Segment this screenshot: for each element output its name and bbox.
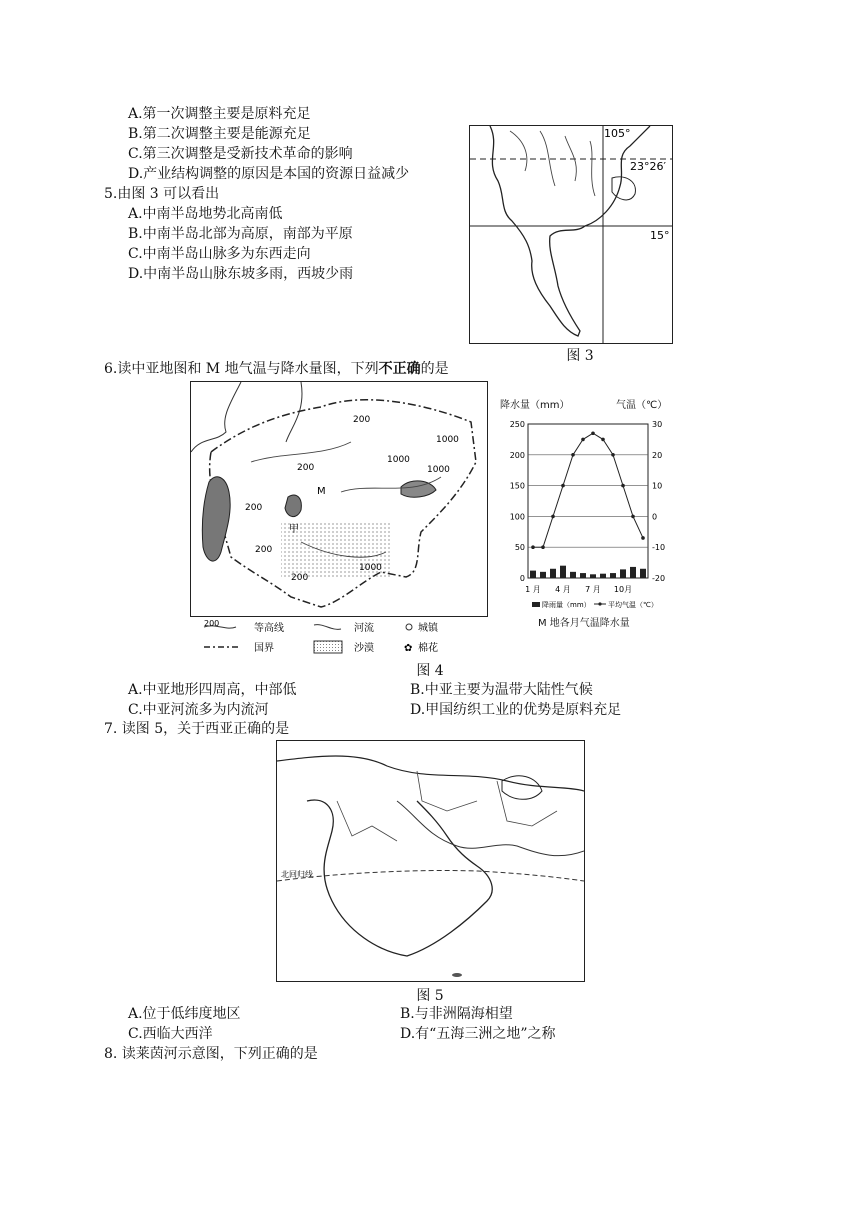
q7-option-c: C.西临大西洋 bbox=[128, 1026, 213, 1042]
town-icon bbox=[406, 624, 412, 630]
left-tick-label: 0 bbox=[519, 574, 525, 583]
temp-point bbox=[541, 545, 545, 549]
fig4-point-m: M bbox=[317, 486, 326, 497]
temp-point bbox=[581, 438, 585, 442]
q4-option-d: D.产业结构调整的原因是本国的资源日益减少 bbox=[128, 166, 410, 182]
x-tick-label: 7 月 bbox=[585, 585, 601, 594]
temp-point bbox=[531, 545, 535, 549]
fig4-central-asia-map bbox=[190, 381, 488, 617]
climate-chart-svg bbox=[496, 396, 674, 636]
fig4-contour-200-b: 200 bbox=[297, 463, 315, 473]
fig4-contour-200-c: 200 bbox=[245, 503, 263, 513]
legend-cotton-label: 棉花 bbox=[418, 643, 438, 654]
legend-border-label: 国界 bbox=[254, 643, 274, 654]
q6-stem-emphasis: 不正确 bbox=[378, 361, 421, 377]
left-tick-label: 50 bbox=[514, 543, 525, 553]
fig5-caption: 图 5 bbox=[416, 988, 444, 1004]
right-tick-label: -10 bbox=[652, 543, 666, 553]
fig3-lat-label: 15° bbox=[650, 229, 670, 242]
legend-contour-label: 等高线 bbox=[254, 623, 284, 634]
climate-right-axis-title: 气温（℃） bbox=[616, 400, 668, 411]
temp-point bbox=[641, 536, 645, 540]
climate-chart bbox=[496, 396, 674, 636]
fig3-caption: 图 3 bbox=[566, 348, 594, 364]
fig3-lon-label: 105° bbox=[604, 127, 631, 140]
legend-contour-number: 200 bbox=[204, 619, 220, 628]
precip-bar bbox=[570, 572, 576, 578]
q5-option-b: B.中南半岛北部为高原，南部为平原 bbox=[128, 226, 353, 242]
fig4-legend bbox=[196, 619, 486, 657]
legend-town-label: 城镇 bbox=[418, 623, 438, 634]
temp-point bbox=[571, 453, 575, 457]
temp-point bbox=[601, 438, 605, 442]
q6-option-d: D.甲国纺织工业的优势是原料充足 bbox=[410, 702, 622, 718]
precip-bar bbox=[600, 574, 606, 578]
left-tick-label: 100 bbox=[509, 512, 525, 522]
precip-bar bbox=[550, 569, 556, 578]
temp-legend-label: 平均气温（℃） bbox=[608, 601, 658, 609]
right-tick-label: 30 bbox=[652, 420, 663, 429]
q6-stem-suffix: 的是 bbox=[420, 361, 449, 377]
cotton-icon: ✿ bbox=[404, 643, 413, 654]
temp-point bbox=[621, 484, 625, 488]
left-tick-label: 150 bbox=[509, 481, 525, 491]
x-tick-label: 10月 bbox=[613, 585, 633, 594]
left-tick-label: 200 bbox=[509, 450, 525, 460]
q5-option-a: A.中南半岛地势北高南低 bbox=[128, 206, 283, 222]
precip-bar bbox=[580, 573, 586, 578]
precip-bar bbox=[620, 569, 626, 578]
plot-frame bbox=[528, 424, 648, 578]
temp-legend-marker bbox=[598, 602, 601, 605]
fig4-contour-1000-d: 1000 bbox=[359, 563, 382, 573]
q7-option-a: A.位于低纬度地区 bbox=[128, 1006, 241, 1022]
fig4-contour-200-e: 200 bbox=[291, 573, 309, 583]
legend-river-label: 河流 bbox=[354, 623, 374, 634]
climate-chart-caption: M 地各月气温降水量 bbox=[538, 618, 630, 629]
temp-point bbox=[611, 453, 615, 457]
legend-desert-label: 沙漠 bbox=[354, 643, 374, 654]
q4-option-a: A.第一次调整主要是原料充足 bbox=[128, 106, 311, 122]
q7-option-d: D.有“五海三洲之地”之称 bbox=[400, 1026, 556, 1042]
fig4-contour-1000-a: 1000 bbox=[436, 435, 459, 445]
precip-legend-swatch bbox=[532, 602, 540, 607]
temp-point bbox=[591, 431, 595, 435]
q6-option-a: A.中亚地形四周高，中部低 bbox=[128, 682, 297, 698]
precip-bar bbox=[630, 567, 636, 578]
temp-point bbox=[551, 515, 555, 519]
precip-bar bbox=[530, 571, 536, 578]
fig4-country-jia: 甲 bbox=[289, 524, 299, 535]
precip-bar bbox=[640, 569, 646, 578]
q8-stem: 8. 读莱茵河示意图，下列正确的是 bbox=[104, 1046, 318, 1062]
temp-point bbox=[631, 515, 635, 519]
q7-stem: 7. 读图 5，关于西亚正确的是 bbox=[104, 721, 290, 737]
precip-bar bbox=[590, 574, 596, 578]
x-tick-label: 4 月 bbox=[555, 585, 571, 594]
right-tick-label: 10 bbox=[652, 481, 663, 491]
right-tick-label: -20 bbox=[652, 574, 666, 583]
fig4-contour-1000-b: 1000 bbox=[387, 455, 410, 465]
fig5-west-asia-map bbox=[276, 740, 585, 982]
q4-option-b: B.第二次调整主要是能源充足 bbox=[128, 126, 311, 142]
x-tick-label: 1 月 bbox=[525, 585, 541, 594]
precip-bar bbox=[610, 573, 616, 578]
q7-option-b: B.与非洲隔海相望 bbox=[400, 1006, 513, 1022]
q5-stem: 5.由图 3 可以看出 bbox=[104, 186, 220, 202]
q5-option-c: C.中南半岛山脉多为东西走向 bbox=[128, 246, 311, 262]
fig5-tropic-label: 北回归线 bbox=[281, 870, 313, 879]
climate-left-axis-title: 降水量（mm） bbox=[500, 400, 570, 411]
left-tick-label: 250 bbox=[509, 420, 525, 429]
temp-line bbox=[533, 433, 643, 547]
fig4-contour-200-a: 200 bbox=[353, 415, 371, 425]
fig3-indochina-map bbox=[469, 125, 673, 344]
q5-option-d: D.中南半岛山脉东坡多雨，西坡少雨 bbox=[128, 266, 354, 282]
q4-option-c: C.第三次调整是受新技术革命的影响 bbox=[128, 146, 353, 162]
temp-point bbox=[561, 484, 565, 488]
precip-bar bbox=[540, 572, 546, 578]
precip-bar bbox=[560, 566, 566, 578]
fig3-tropic-label: 23°26′ bbox=[630, 160, 666, 173]
fig4-contour-200-d: 200 bbox=[255, 545, 273, 555]
q6-stem-prefix: 6.读中亚地图和 M 地气温与降水量图，下列 bbox=[104, 361, 379, 377]
q6-option-c: C.中亚河流多为内流河 bbox=[128, 702, 269, 718]
right-tick-label: 20 bbox=[652, 450, 663, 460]
right-tick-label: 0 bbox=[652, 512, 658, 522]
precip-legend-label: 降雨量（mm） bbox=[542, 601, 591, 609]
fig4-contour-1000-c: 1000 bbox=[427, 465, 450, 475]
fig4-caption: 图 4 bbox=[416, 663, 444, 679]
q6-option-b: B.中亚主要为温带大陆性气候 bbox=[410, 682, 593, 698]
q6-stem bbox=[104, 359, 449, 379]
